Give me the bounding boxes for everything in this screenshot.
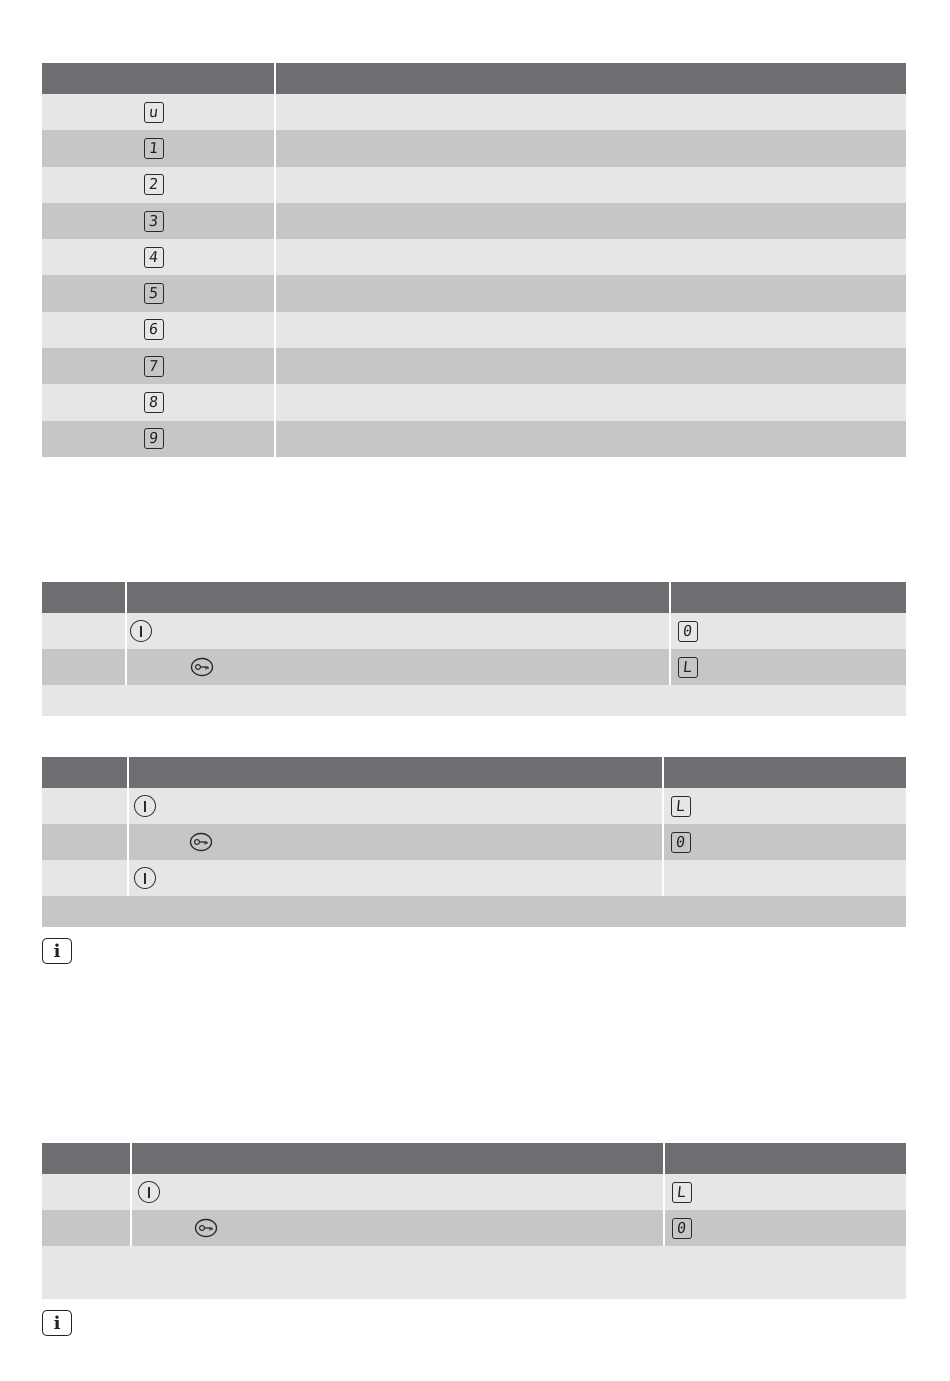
display-cell [664,824,906,860]
display-symbol-icon: 9 [144,428,164,449]
power-icon [130,620,152,642]
display-symbol-icon: L [672,1182,692,1203]
symbol-cell [42,421,276,457]
symbol-cell [42,275,276,311]
display-symbol-icon: 6 [144,319,164,340]
table-header [42,757,906,788]
description-cell [276,348,906,384]
header-cell-step [42,1143,132,1174]
power-level-table [42,63,906,457]
table-row [42,1174,906,1210]
display-symbol-icon: 8 [144,392,164,413]
table-row [42,275,906,311]
unlock-table [42,757,906,927]
display-cell [665,1210,906,1246]
key-lock-icon [194,1218,218,1238]
display-symbol-icon: 1 [144,138,164,159]
description-cell [276,167,906,203]
table-row [42,312,906,348]
symbol-cell [42,167,276,203]
child-safety-table [42,1143,906,1299]
symbol-cell [42,384,276,420]
description-cell [276,239,906,275]
table-header [42,582,906,613]
display-symbol-icon: L [678,657,698,678]
table-row [42,130,906,166]
action-cell [127,613,671,649]
table-row [42,788,906,824]
table-row [42,1210,906,1246]
table-row [42,94,906,130]
table-row [42,613,906,649]
power-icon [138,1181,160,1203]
description-cell [276,275,906,311]
header-cell-display [671,582,906,613]
header-cell-action [132,1143,665,1174]
symbol-cell [42,239,276,275]
table-header [42,1143,906,1174]
table-header [42,63,906,94]
display-symbol-icon: 0 [672,1218,692,1239]
table-row [42,167,906,203]
table-note-row [42,685,906,716]
display-symbol-icon: 5 [144,283,164,304]
symbol-cell [42,348,276,384]
display-cell [671,649,906,685]
display-symbol-icon: u [144,102,164,123]
header-cell-step [42,757,129,788]
key-lock-icon [189,832,213,852]
key-lock-icon [190,657,214,677]
step-cell [42,1210,132,1246]
description-cell [276,384,906,420]
header-cell-step [42,582,127,613]
step-cell [42,788,129,824]
display-symbol-icon: 7 [144,356,164,377]
info-icon: i [42,1310,72,1336]
step-cell [42,613,127,649]
display-symbol-icon: 3 [144,211,164,232]
table-row [42,203,906,239]
header-cell-description [276,63,906,94]
table-row [42,348,906,384]
table-note-row [42,1246,906,1299]
header-cell-symbol [42,63,276,94]
step-cell [42,860,129,896]
display-symbol-icon: 4 [144,247,164,268]
description-cell [276,312,906,348]
display-cell [665,1174,906,1210]
display-cell [664,860,906,896]
description-cell [276,94,906,130]
symbol-cell [42,312,276,348]
action-cell [129,788,664,824]
display-symbol-icon: L [671,796,691,817]
action-cell [132,1210,665,1246]
display-cell [664,788,906,824]
table-row [42,239,906,275]
table-row [42,384,906,420]
header-cell-action [129,757,664,788]
symbol-cell [42,203,276,239]
table-note-row [42,896,906,927]
symbol-cell [42,94,276,130]
display-symbol-icon: 0 [671,832,691,853]
symbol-cell [42,130,276,166]
table-row [42,824,906,860]
description-cell [276,130,906,166]
description-cell [276,203,906,239]
action-cell [129,860,664,896]
description-cell [276,421,906,457]
display-cell [671,613,906,649]
action-cell [129,824,664,860]
step-cell [42,1174,132,1210]
info-icon: i [42,938,72,964]
power-icon [134,867,156,889]
table-row [42,649,906,685]
lock-table [42,582,906,716]
power-icon [134,795,156,817]
header-cell-display [664,757,906,788]
header-cell-display [665,1143,906,1174]
table-row [42,421,906,457]
display-symbol-icon: 0 [678,621,698,642]
table-row [42,860,906,896]
step-cell [42,649,127,685]
header-cell-action [127,582,671,613]
action-cell [127,649,671,685]
display-symbol-icon: 2 [144,174,164,195]
step-cell [42,824,129,860]
action-cell [132,1174,665,1210]
